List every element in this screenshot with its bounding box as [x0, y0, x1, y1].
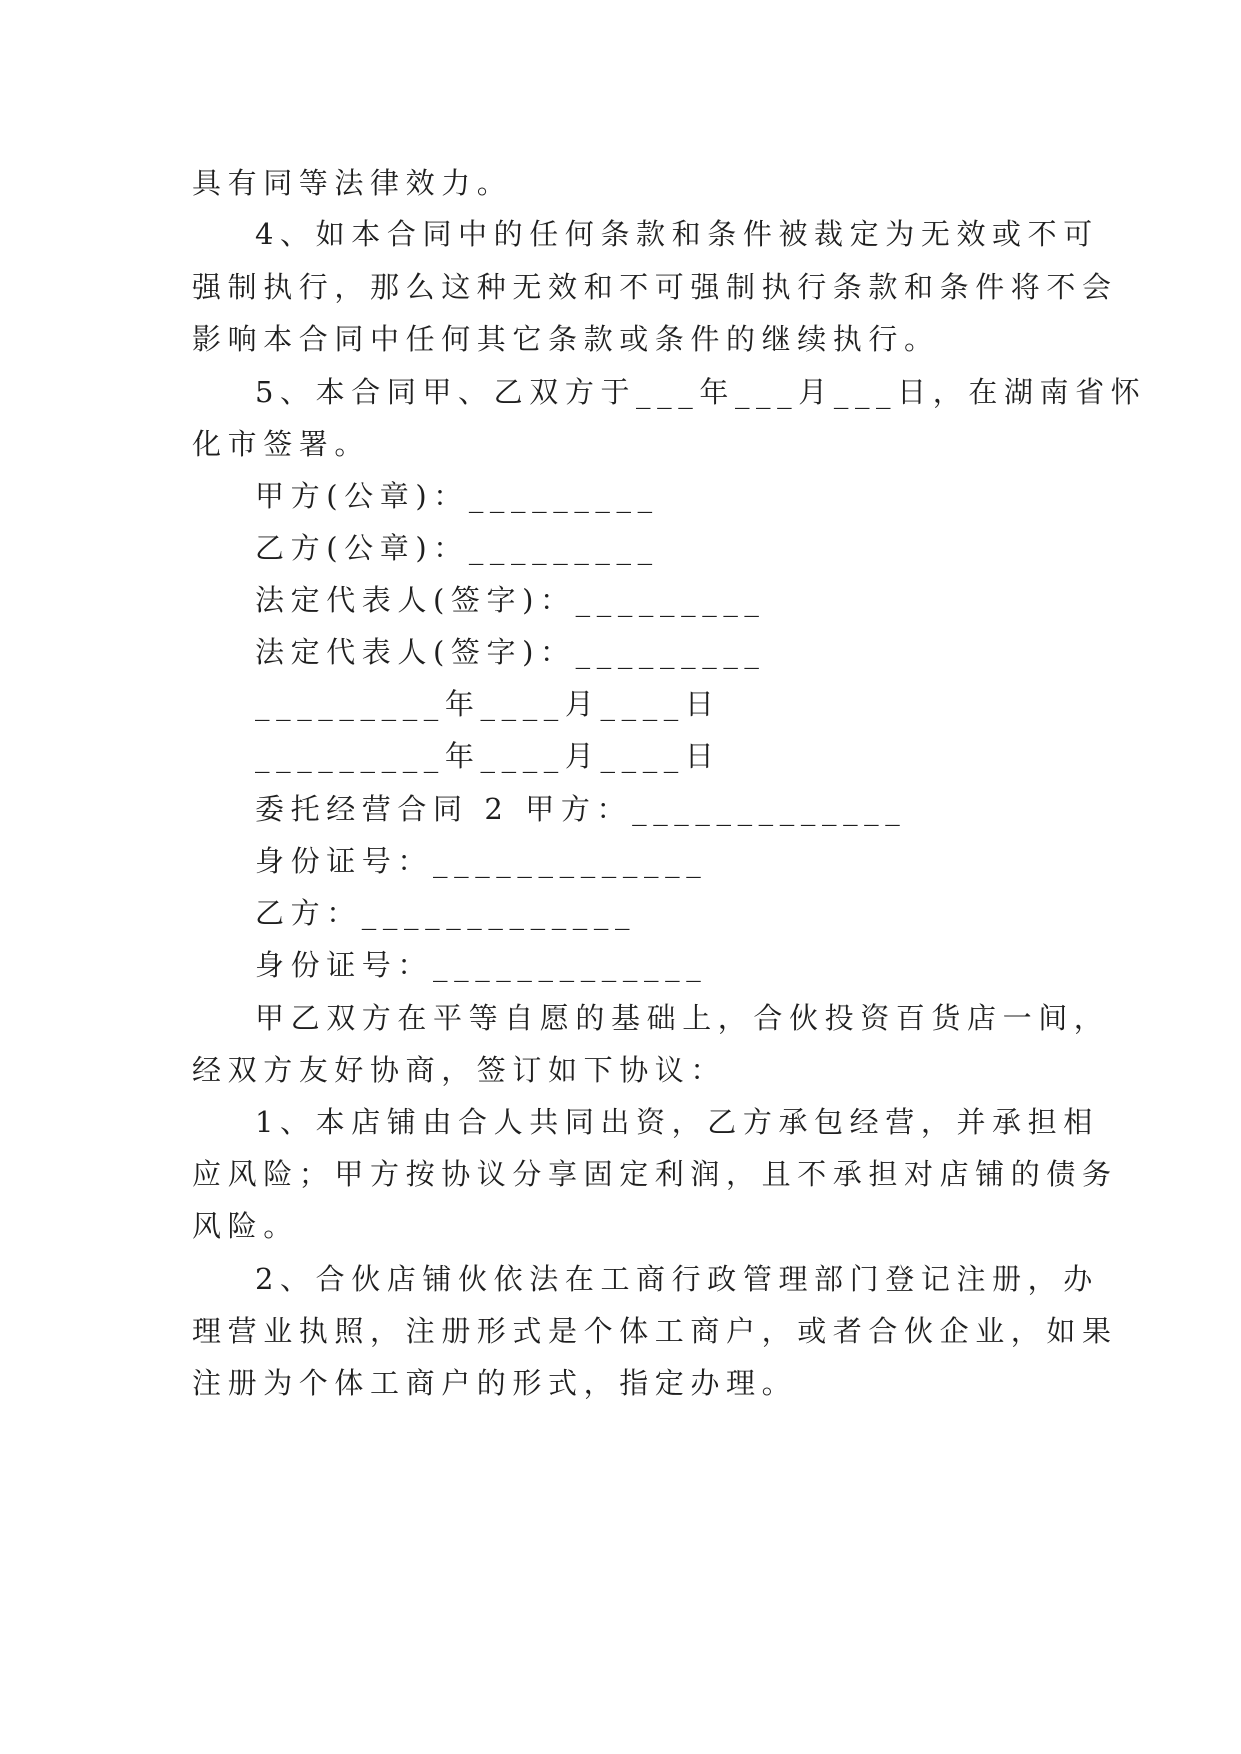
- clause-4-line-1: 4、如本合同中的任何条款和条件被裁定为无效或不可: [255, 217, 1099, 251]
- party-b-id-line: 身份证号：_____________: [255, 948, 708, 982]
- clause-1-line-3: 风险。: [192, 1209, 299, 1243]
- party-a-id-line: 身份证号：_____________: [255, 844, 708, 878]
- clause-2-line-3: 注册为个体工商户的形式，指定办理。: [192, 1366, 798, 1400]
- legal-rep-signature-line-2: 法定代表人(签字)：_________: [255, 635, 766, 669]
- preamble-line-2: 经双方友好协商，签订如下协议：: [192, 1053, 727, 1087]
- clause-5-line-1: 5、本合同甲、乙双方于___年___月___日，在湖南省怀: [255, 375, 1147, 409]
- clause-4-line-3: 影响本合同中任何其它条款或条件的继续执行。: [192, 322, 940, 356]
- party-b-line: 乙方：_____________: [255, 896, 637, 930]
- contract-2-party-a-line: 委托经营合同 2 甲方：_____________: [255, 792, 907, 826]
- clause-2-line-2: 理营业执照，注册形式是个体工商户，或者合伙企业，如果: [192, 1314, 1118, 1348]
- legal-rep-signature-line-1: 法定代表人(签字)：_________: [255, 583, 766, 617]
- clause-4-line-2: 强制执行，那么这种无效和不可强制执行条款和条件将不会: [192, 270, 1118, 304]
- clause-1-line-1: 1、本店铺由合人共同出资，乙方承包经营，并承担相: [255, 1105, 1099, 1139]
- clause-1-line-2: 应风险；甲方按协议分享固定利润，且不承担对店铺的债务: [192, 1157, 1118, 1191]
- party-a-seal-line: 甲方(公章)：_________: [255, 479, 659, 513]
- date-line-2: _________年____月____日: [255, 739, 721, 773]
- clause-2-line-1: 2、合伙店铺伙依法在工商行政管理部门登记注册，办: [255, 1262, 1099, 1296]
- clause-5-line-2: 化市签署。: [192, 427, 371, 461]
- party-b-seal-line: 乙方(公章)：_________: [255, 531, 659, 565]
- text-line-1: 具有同等法律效力。: [192, 166, 513, 200]
- date-line-1: _________年____月____日: [255, 687, 721, 721]
- preamble-line-1: 甲乙双方在平等自愿的基础上，合伙投资百货店一间，: [255, 1001, 1110, 1035]
